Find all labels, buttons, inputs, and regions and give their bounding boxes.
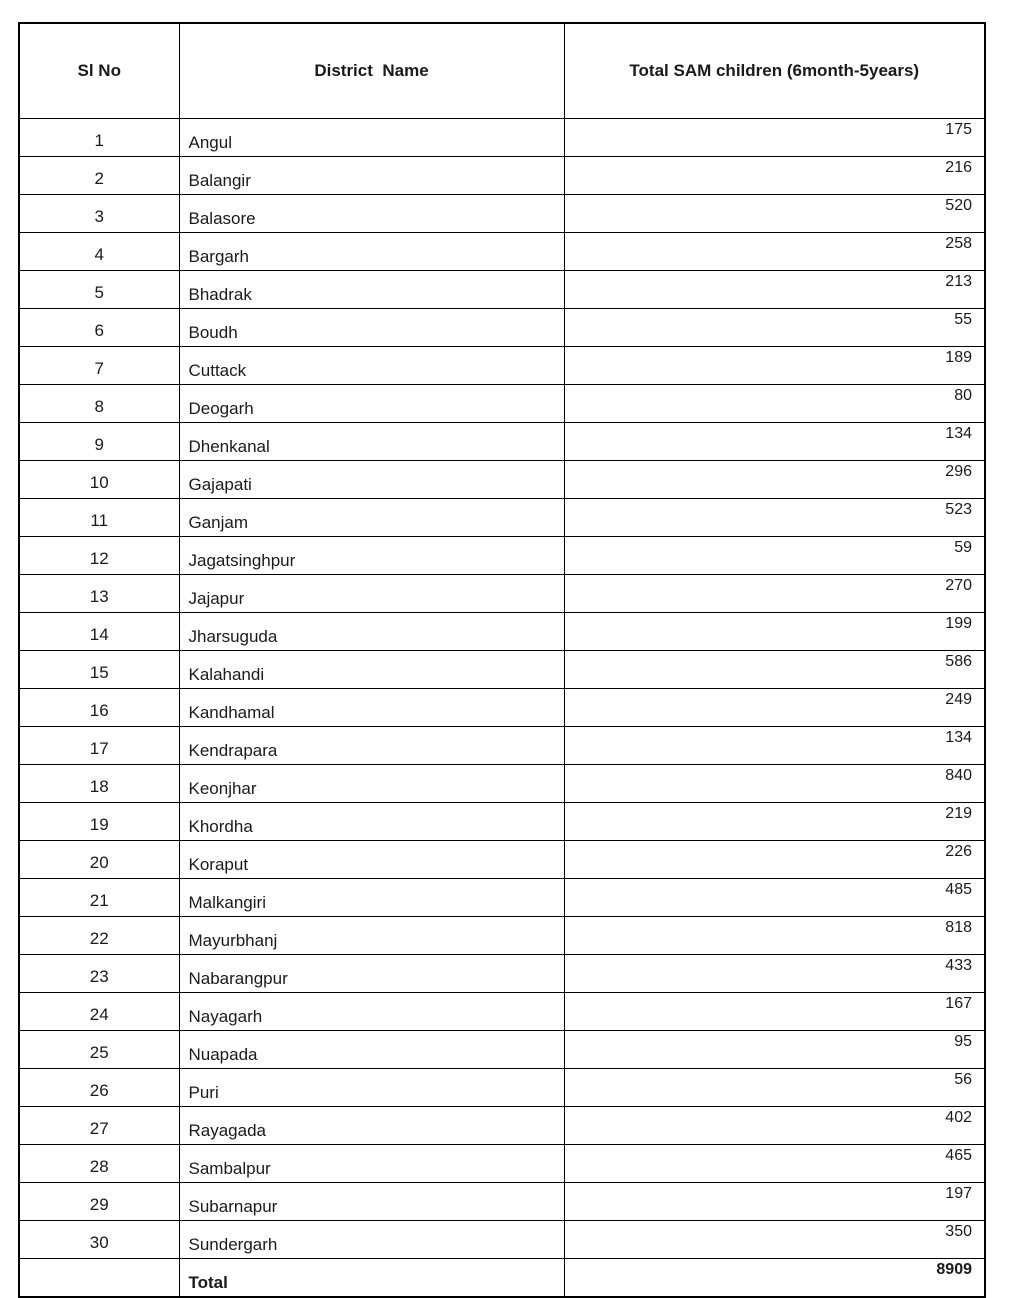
- cell-sl-no: 6: [19, 309, 179, 347]
- table-row: [19, 803, 985, 841]
- cell-sl-no: 16: [19, 689, 179, 727]
- table-row: [19, 955, 985, 993]
- cell-sam-count: 80: [564, 385, 985, 423]
- cell-district-name: Sambalpur: [179, 1145, 564, 1183]
- cell-sl-no: 24: [19, 993, 179, 1031]
- cell-sam-count: 433: [564, 955, 985, 993]
- cell-sam-count: 270: [564, 575, 985, 613]
- cell-sam-count: 350: [564, 1221, 985, 1259]
- cell-district-name: Koraput: [179, 841, 564, 879]
- table-row: [19, 651, 985, 689]
- cell-district-name: Jajapur: [179, 575, 564, 613]
- cell-sl-no: 15: [19, 651, 179, 689]
- cell-sl-no: 21: [19, 879, 179, 917]
- cell-sl-no: 1: [19, 119, 179, 157]
- total-sl-empty: [19, 1259, 179, 1298]
- cell-sl-no: 9: [19, 423, 179, 461]
- cell-sam-count: 199: [564, 613, 985, 651]
- total-value: 8909: [564, 1259, 985, 1298]
- cell-district-name: Boudh: [179, 309, 564, 347]
- table-row: [19, 765, 985, 803]
- cell-sam-count: 175: [564, 119, 985, 157]
- cell-sam-count: 402: [564, 1107, 985, 1145]
- cell-district-name: Dhenkanal: [179, 423, 564, 461]
- cell-sl-no: 23: [19, 955, 179, 993]
- cell-sl-no: 18: [19, 765, 179, 803]
- cell-sam-count: 840: [564, 765, 985, 803]
- cell-sl-no: 5: [19, 271, 179, 309]
- cell-sl-no: 27: [19, 1107, 179, 1145]
- table-row: [19, 879, 985, 917]
- cell-sl-no: 10: [19, 461, 179, 499]
- cell-district-name: Jharsuguda: [179, 613, 564, 651]
- cell-district-name: Kandhamal: [179, 689, 564, 727]
- table-row: [19, 271, 985, 309]
- table-row: [19, 689, 985, 727]
- cell-sam-count: 258: [564, 233, 985, 271]
- cell-sl-no: 20: [19, 841, 179, 879]
- cell-district-name: Angul: [179, 119, 564, 157]
- cell-sl-no: 8: [19, 385, 179, 423]
- cell-sam-count: 249: [564, 689, 985, 727]
- cell-sl-no: 13: [19, 575, 179, 613]
- header-total-sam-children: Total SAM children (6month-5years): [564, 23, 985, 119]
- table-row: [19, 309, 985, 347]
- cell-sam-count: 485: [564, 879, 985, 917]
- cell-district-name: Ganjam: [179, 499, 564, 537]
- cell-sl-no: 4: [19, 233, 179, 271]
- cell-district-name: Malkangiri: [179, 879, 564, 917]
- table-row: [19, 385, 985, 423]
- cell-sam-count: 296: [564, 461, 985, 499]
- cell-sl-no: 17: [19, 727, 179, 765]
- header-sl-no: Sl No: [19, 23, 179, 119]
- cell-district-name: Balangir: [179, 157, 564, 195]
- cell-sam-count: 134: [564, 423, 985, 461]
- table-row: [19, 1183, 985, 1221]
- cell-sam-count: 134: [564, 727, 985, 765]
- cell-sam-count: 95: [564, 1031, 985, 1069]
- cell-sl-no: 25: [19, 1031, 179, 1069]
- cell-sam-count: 167: [564, 993, 985, 1031]
- cell-district-name: Cuttack: [179, 347, 564, 385]
- table-row: [19, 613, 985, 651]
- cell-district-name: Gajapati: [179, 461, 564, 499]
- cell-district-name: Keonjhar: [179, 765, 564, 803]
- table-row: [19, 1145, 985, 1183]
- cell-sl-no: 22: [19, 917, 179, 955]
- cell-sam-count: 520: [564, 195, 985, 233]
- cell-district-name: Deogarh: [179, 385, 564, 423]
- cell-sam-count: 213: [564, 271, 985, 309]
- table-row: [19, 347, 985, 385]
- cell-district-name: Bargarh: [179, 233, 564, 271]
- cell-district-name: Subarnapur: [179, 1183, 564, 1221]
- cell-sl-no: 7: [19, 347, 179, 385]
- cell-sl-no: 12: [19, 537, 179, 575]
- cell-sam-count: 523: [564, 499, 985, 537]
- cell-district-name: Kalahandi: [179, 651, 564, 689]
- cell-sam-count: 465: [564, 1145, 985, 1183]
- table-row: [19, 1031, 985, 1069]
- table-row: [19, 1221, 985, 1259]
- cell-sl-no: 29: [19, 1183, 179, 1221]
- cell-sl-no: 26: [19, 1069, 179, 1107]
- sam-children-table-container: [18, 22, 986, 1298]
- cell-district-name: Jagatsinghpur: [179, 537, 564, 575]
- table-row: [19, 461, 985, 499]
- cell-district-name: Puri: [179, 1069, 564, 1107]
- cell-sam-count: 197: [564, 1183, 985, 1221]
- table-row: [19, 233, 985, 271]
- cell-district-name: Sundergarh: [179, 1221, 564, 1259]
- table-header: [19, 23, 985, 119]
- cell-sam-count: 59: [564, 537, 985, 575]
- cell-sl-no: 3: [19, 195, 179, 233]
- table-row: [19, 1107, 985, 1145]
- cell-sl-no: 19: [19, 803, 179, 841]
- cell-district-name: Nabarangpur: [179, 955, 564, 993]
- sam-children-table: [18, 22, 986, 1298]
- table-row: [19, 157, 985, 195]
- cell-sam-count: 818: [564, 917, 985, 955]
- cell-sl-no: 11: [19, 499, 179, 537]
- table-row: [19, 499, 985, 537]
- table-row: [19, 195, 985, 233]
- cell-sl-no: 30: [19, 1221, 179, 1259]
- cell-sam-count: 216: [564, 157, 985, 195]
- table-row: [19, 119, 985, 157]
- table-row: [19, 841, 985, 879]
- cell-sam-count: 226: [564, 841, 985, 879]
- table-row: [19, 993, 985, 1031]
- cell-district-name: Bhadrak: [179, 271, 564, 309]
- cell-district-name: Nayagarh: [179, 993, 564, 1031]
- table-row: [19, 727, 985, 765]
- cell-district-name: Nuapada: [179, 1031, 564, 1069]
- cell-sam-count: 56: [564, 1069, 985, 1107]
- cell-sl-no: 28: [19, 1145, 179, 1183]
- cell-district-name: Kendrapara: [179, 727, 564, 765]
- cell-district-name: Rayagada: [179, 1107, 564, 1145]
- table-row: [19, 917, 985, 955]
- total-label: Total: [179, 1259, 564, 1298]
- cell-district-name: Khordha: [179, 803, 564, 841]
- cell-sam-count: 189: [564, 347, 985, 385]
- cell-sl-no: 14: [19, 613, 179, 651]
- cell-sam-count: 55: [564, 309, 985, 347]
- header-row: [19, 23, 985, 119]
- cell-district-name: Balasore: [179, 195, 564, 233]
- total-row: [19, 1259, 985, 1298]
- cell-sam-count: 219: [564, 803, 985, 841]
- cell-district-name: Mayurbhanj: [179, 917, 564, 955]
- table-body: [19, 119, 985, 1298]
- table-row: [19, 423, 985, 461]
- table-row: [19, 1069, 985, 1107]
- table-row: [19, 575, 985, 613]
- header-district-name: District Name: [179, 23, 564, 119]
- table-row: [19, 537, 985, 575]
- cell-sl-no: 2: [19, 157, 179, 195]
- cell-sam-count: 586: [564, 651, 985, 689]
